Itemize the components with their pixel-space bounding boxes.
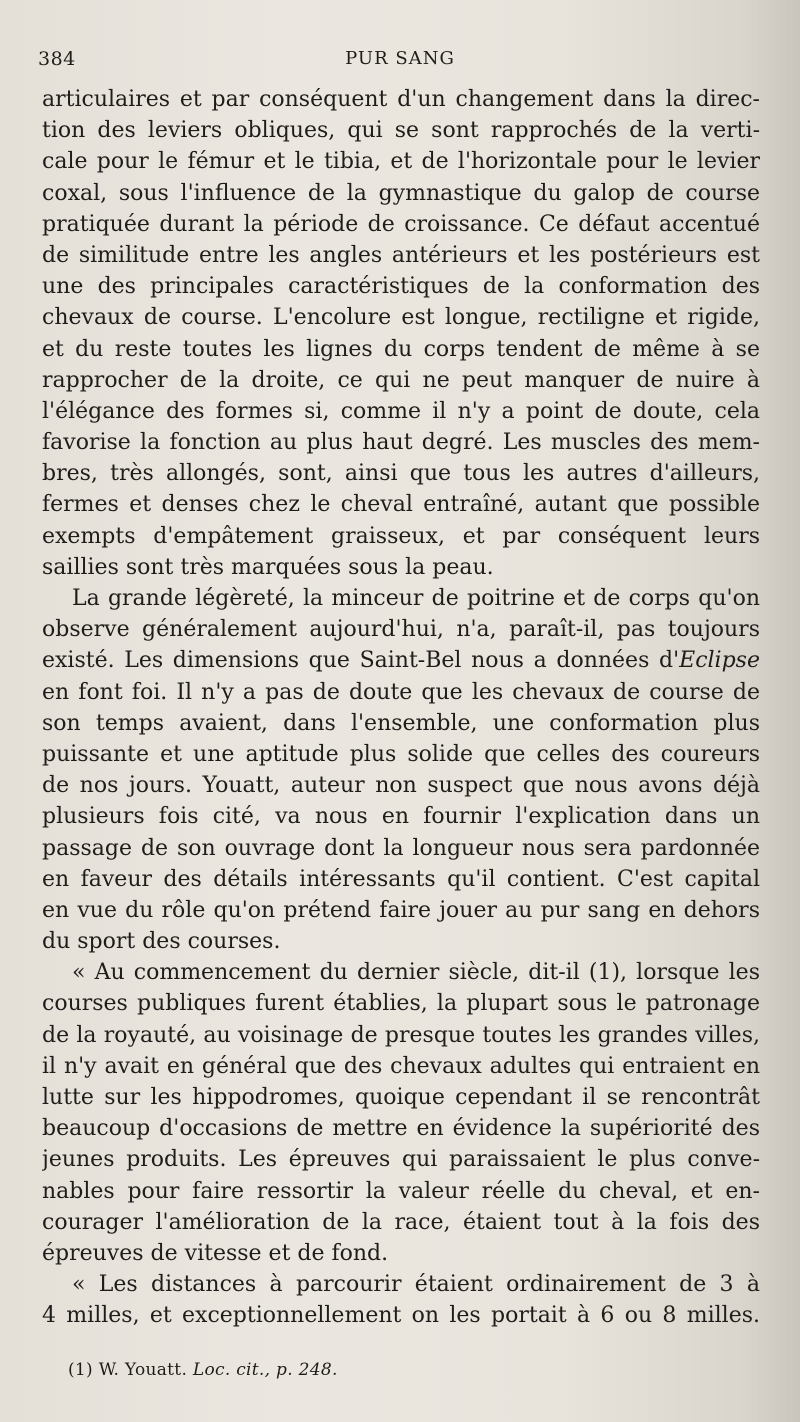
text-line: passage de son ouvrage dont la longueur nous sera pardonnée: [42, 835, 760, 861]
text-line: lutte sur les hippodromes, quoique cependant il se rencontrât: [42, 1085, 760, 1110]
text-line: courses publiques furent établies, la plupart sous le patronage: [42, 991, 760, 1017]
text-line: en faveur des détails intéressants qu'il contient. C'est capital: [42, 866, 760, 892]
text-line: fermes et denses chez le cheval entraîné, autant que possible: [42, 492, 760, 518]
text-line: plusieurs fois cité, va nous en fournir l'explication dans un: [42, 804, 760, 830]
text-line: bres, très allongés, sont, ainsi que tous les autres d'ailleurs,: [42, 461, 760, 487]
text-line: « Au commencement du dernier siècle, dit-il (1), lorsque les: [72, 960, 760, 986]
body-text: [42, 84, 760, 1332]
text-line: de similitude entre les angles antérieurs et les postérieurs est: [42, 242, 760, 268]
text-line: l'élégance des formes si, comme il n'y a point de doute, cela: [42, 398, 760, 424]
text-line: en vue du rôle qu'on prétend faire jouer au pur sang en dehors: [42, 897, 760, 923]
footnote-author: W. Youatt.: [98, 1360, 188, 1380]
footnote-citation: Loc. cit., p. 248.: [192, 1360, 338, 1380]
text-line: son temps avaient, dans l'ensemble, une conformation plus: [42, 710, 760, 736]
text-line: de nos jours. Youatt, auteur non suspect que nous avons déjà: [42, 773, 760, 799]
page-number: 384: [38, 48, 76, 70]
text-line: une des principales caractéristiques de la conformation des: [42, 274, 760, 300]
text-line: coxal, sous l'influence de la gymnastique du galop de course: [42, 180, 760, 206]
text-line: 4 milles, et exceptionnellement on les portait à 6 ou 8 milles.: [42, 1303, 760, 1329]
text-line: en font foi. Il n'y a pas de doute que les chevaux de course de: [42, 679, 760, 705]
text-line: tion des leviers obliques, qui se sont rapprochés de la verti-: [42, 118, 760, 144]
text-line: et du reste toutes les lignes du corps tendent de même à se: [42, 336, 760, 362]
text-line: beaucoup d'occasions de mettre en évidence la supériorité des: [42, 1116, 760, 1142]
text-line: observe généralement aujourd'hui, n'a, paraît-il, pas toujours: [42, 617, 760, 643]
footnote: [68, 1360, 338, 1380]
text-line: chevaux de course. L'encolure est longue, rectiligne et rigide,: [42, 305, 760, 331]
text-line: saillies sont très marquées sous la peau.: [42, 554, 494, 580]
text-line: pratiquée durant la période de croissance. Ce défaut accentué: [42, 211, 760, 237]
text-line: articulaires et par conséquent d'un changement dans la direc-: [42, 87, 760, 112]
text-line: cale pour le fémur et le tibia, et de l'horizontale pour le levier: [42, 149, 760, 175]
text-line: puissante et une aptitude plus solide que celles des coureurs: [42, 741, 760, 767]
text-line: jeunes produits. Les épreuves qui paraissaient le plus conve-: [42, 1147, 760, 1173]
text-line: favorise la fonction au plus haut degré. Les muscles des mem-: [42, 430, 760, 456]
text-line: épreuves de vitesse et de fond.: [42, 1240, 389, 1266]
running-title: PUR SANG: [345, 48, 455, 69]
page-header: [38, 44, 762, 78]
text-line: rapprocher de la droite, ce qui ne peut manquer de nuire à: [42, 367, 760, 393]
text-line: de la royauté, au voisinage de presque toutes les grandes villes,: [42, 1022, 760, 1048]
text-line: existé. Les dimensions que Saint-Bel nous a données d'Eclipse: [42, 648, 760, 674]
text-line: La grande légèreté, la minceur de poitrine et de corps qu'on: [72, 586, 760, 611]
italic-name: Eclipse: [679, 648, 760, 674]
footnote-marker: (1): [68, 1360, 93, 1380]
text-line: exempts d'empâtement graisseux, et par conséquent leurs: [42, 523, 760, 549]
text-line: du sport des courses.: [42, 929, 281, 955]
text-line: courager l'amélioration de la race, étaient tout à la fois des: [42, 1209, 760, 1235]
text-line: nables pour faire ressortir la valeur réelle du cheval, et en-: [42, 1178, 760, 1204]
text-line: « Les distances à parcourir étaient ordinairement de 3 à: [72, 1272, 760, 1298]
text-line: il n'y avait en général que des chevaux adultes qui entraient en: [42, 1053, 760, 1079]
